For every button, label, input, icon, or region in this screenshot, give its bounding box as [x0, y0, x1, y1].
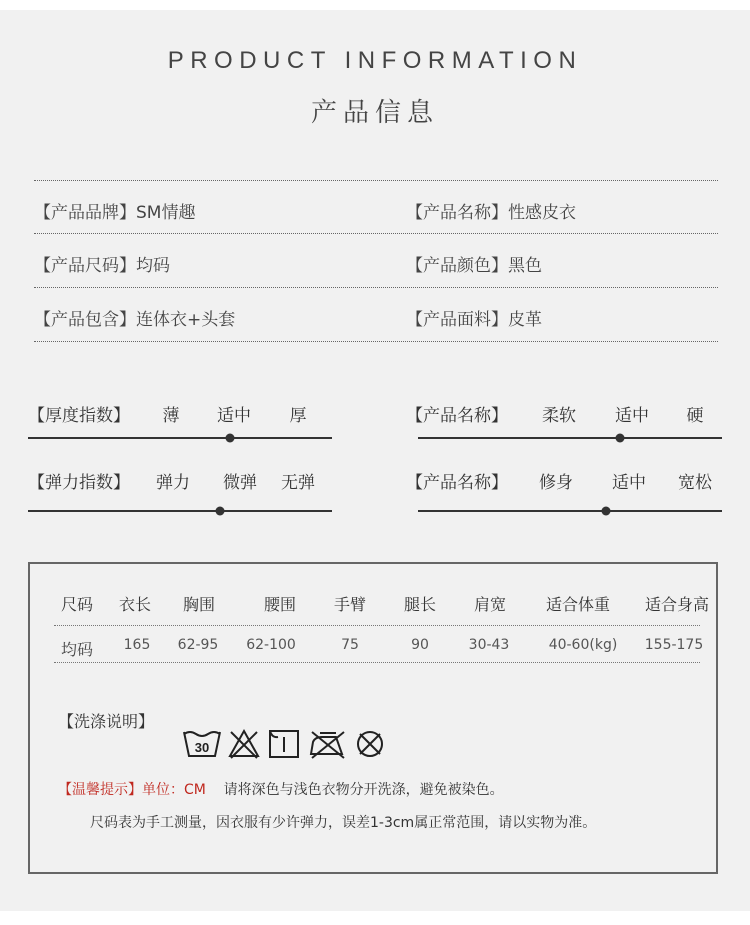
divider	[34, 180, 718, 181]
scale-thickness-option: 薄	[162, 406, 180, 426]
table-cell: 90	[411, 637, 429, 653]
field-size: 【产品尺码】均码	[34, 256, 170, 276]
field-name: 【产品名称】性感皮衣	[406, 203, 576, 223]
scale-elasticity-option: 微弹	[223, 473, 257, 493]
wash-30-icon	[182, 728, 222, 760]
scale-softness-marker	[616, 434, 625, 443]
scale-fit-bar	[418, 510, 722, 512]
field-brand: 【产品品牌】SM情趣	[34, 203, 196, 223]
scale-fit-option: 适中	[612, 473, 646, 493]
table-cell: 155-175	[644, 637, 704, 653]
tip-line	[58, 779, 504, 799]
scale-softness-option: 适中	[615, 406, 649, 426]
table-divider	[54, 662, 700, 663]
table-divider	[54, 625, 700, 626]
title-english: PRODUCT INFORMATION	[167, 47, 583, 74]
wash-title: 【洗涤说明】	[58, 712, 155, 731]
no-dry-clean-icon	[354, 728, 386, 760]
scale-softness-bar	[418, 437, 722, 439]
scale-thickness-bar	[28, 437, 332, 439]
wash-temp-label: 30	[194, 740, 210, 755]
table-cell: 75	[341, 637, 359, 653]
line-dry-icon	[268, 728, 300, 760]
scale-thickness-marker	[226, 434, 235, 443]
measurement-note: 尺码表为手工测量，因衣服有少许弹力，误差1-3cm属正常范围，请以实物为准。	[90, 815, 597, 831]
no-iron-icon	[308, 728, 348, 760]
scale-softness-option: 柔软	[542, 406, 576, 426]
divider	[34, 341, 718, 342]
tip-text: 请将深色与浅色衣物分开洗涤，避免被染色。	[223, 782, 504, 798]
tip-unit: 单位：CM	[142, 782, 206, 798]
scale-elasticity-label: 【弹力指数】	[28, 473, 130, 493]
scale-fit-option: 修身	[539, 473, 573, 493]
scale-softness-label: 【产品名称】	[406, 406, 508, 426]
table-cell: 40-60(kg)	[548, 637, 618, 653]
table-cell: 165	[123, 637, 151, 653]
table-cell: 30-43	[468, 637, 510, 653]
scale-thickness-option: 适中	[217, 406, 251, 426]
divider	[34, 233, 718, 234]
table-cell: 均码	[60, 640, 94, 659]
table-header: 肩宽	[473, 595, 507, 614]
table-header: 适合体重	[545, 595, 611, 614]
title-chinese: 产品信息	[310, 98, 439, 128]
table-cell: 62-100	[246, 637, 296, 653]
scale-thickness-label: 【厚度指数】	[28, 406, 130, 426]
scale-elasticity-bar	[28, 510, 332, 512]
divider	[34, 287, 718, 288]
scale-fit-marker	[602, 507, 611, 516]
scale-elasticity-marker	[216, 507, 225, 516]
no-bleach-icon	[228, 728, 260, 760]
scale-elasticity-option: 无弹	[281, 473, 315, 493]
scale-fit-label: 【产品名称】	[406, 473, 508, 493]
tip-prefix: 【温馨提示】	[58, 782, 142, 798]
field-material: 【产品面料】皮革	[406, 310, 542, 330]
field-includes: 【产品包含】连体衣+头套	[34, 310, 236, 330]
table-header: 手臂	[333, 595, 367, 614]
table-header: 衣长	[118, 595, 152, 614]
field-color: 【产品颜色】黑色	[406, 256, 542, 276]
scale-elasticity-option: 弹力	[156, 473, 190, 493]
table-header: 腿长	[403, 595, 437, 614]
table-header: 尺码	[60, 595, 94, 614]
table-header: 腰围	[263, 595, 297, 614]
scale-softness-option: 硬	[686, 406, 704, 426]
scale-fit-option: 宽松	[678, 473, 712, 493]
table-header: 适合身高	[644, 595, 710, 614]
table-cell: 62-95	[177, 637, 219, 653]
scale-thickness-option: 厚	[289, 406, 307, 426]
table-header: 胸围	[182, 595, 216, 614]
